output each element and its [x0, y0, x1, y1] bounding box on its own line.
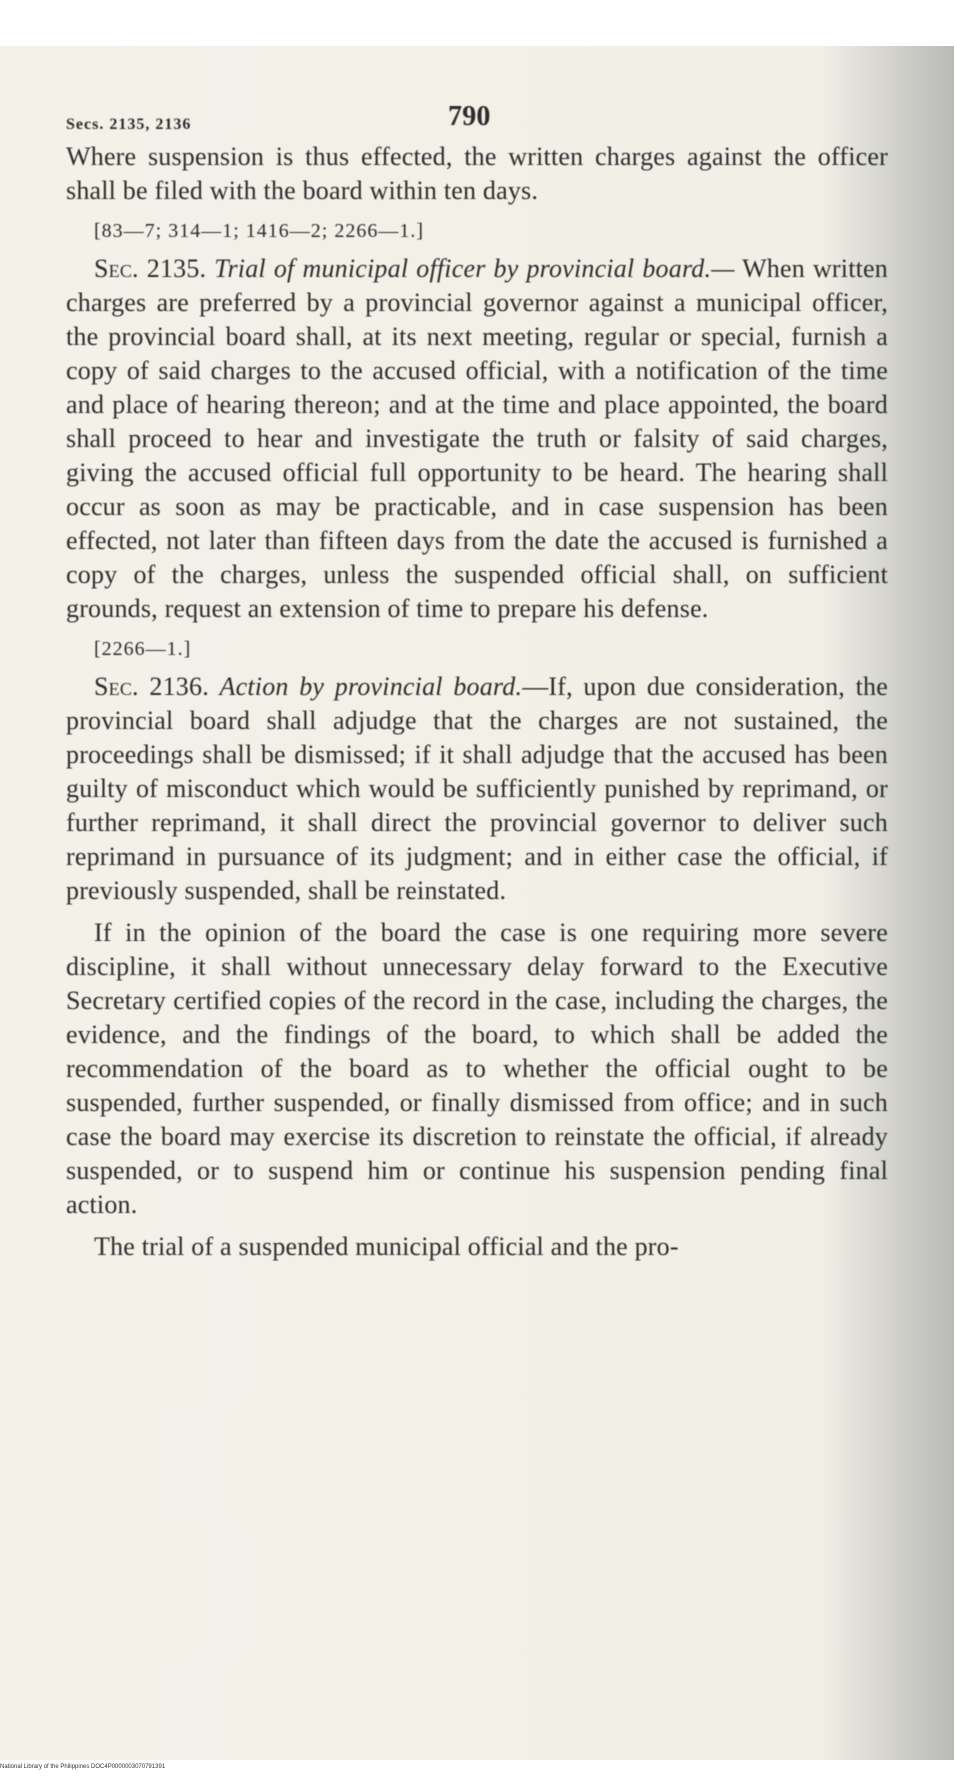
section-2135-title: Trial of municipal officer by provincial board.—	[214, 254, 735, 283]
section-2136	[66, 670, 888, 908]
section-2136-text: —If, upon due consideration, the provincial board shall adjudge that the charges are not sustained, the proceedings shall be dismissed; if it shall adjudge that the accused has been guilty of misconduct which would be sufficiently punished by reprimand, or further reprimand, it shall direct the provincial governor to deliver such reprimand in pursuance of its judgment; and in either case the official, if previously suspended, shall be reinstated.	[66, 672, 888, 905]
document-page	[66, 100, 888, 1264]
section-2135-text: When written charges are preferred by a provincial governor against a municipal officer, the provincial board shall, at its next meeting, regular or special, furnish a copy of said charges to the accused official, with a notification of the time and place of hearing thereon; and at the time and place appointed, the board shall proceed to hear and investigate the truth or falsity of said charges, giving the accused official full opportunity to be heard. The hearing shall occur as soon as may be practicable, and in case suspension has been effected, not later than fifteen days from the date the accused is furnished a copy of the charges, unless the suspended official shall, on sufficient grounds, request an extension of time to prepare his defense.	[66, 254, 888, 623]
running-head	[66, 100, 888, 140]
section-reference: Secs. 2135, 2136	[66, 116, 192, 133]
section-2135-label: Sec. 2135.	[94, 254, 207, 283]
citation-2: [2266—1.]	[94, 638, 192, 660]
paragraph-suspension-charges: Where suspension is thus effected, the written charges against the officer shall be filed with the board within ten days.	[66, 142, 888, 205]
citation-1: [83—7; 314—1; 1416—2; 2266—1.]	[94, 220, 424, 242]
section-2136-title: Action by provincial board.	[219, 672, 523, 701]
paragraph-trial: The trial of a suspended municipal official and the pro-	[94, 1232, 679, 1261]
section-2135	[66, 252, 888, 626]
page-number: 790	[448, 101, 491, 132]
paragraph-severe-discipline: If in the opinion of the board the case is one requiring more severe discipline, it shall without unnecessary delay forward to the Executive Secretary certified copies of the record in the case, including the charges, the evidence, and the findings of the board, to which shall be added the recommendation of the board as to whether the official ought to be suspended, further suspended, or finally dismissed from office; and in such case the board may exercise its discretion to reinstate the official, if already suspended, or to suspend him or continue his suspension pending final action.	[66, 918, 888, 1219]
footer-source-label: National Library of the Philippines DOC4P0000003070791391	[0, 1764, 166, 1770]
section-2136-label: Sec. 2136.	[94, 672, 209, 701]
